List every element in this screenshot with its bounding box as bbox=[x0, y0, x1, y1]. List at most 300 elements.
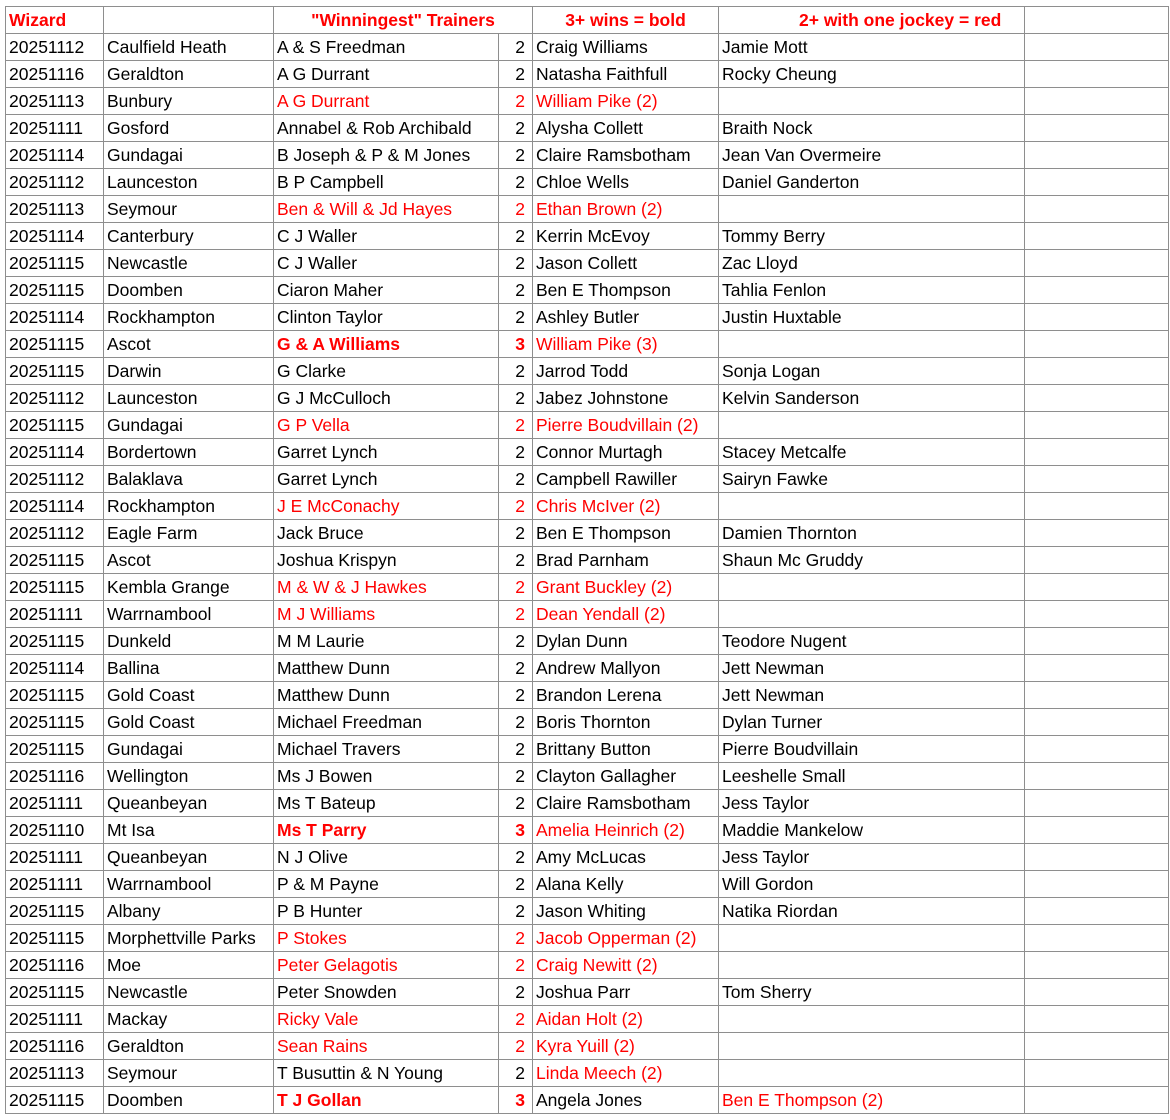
empty-cell[interactable] bbox=[1025, 709, 1169, 736]
trainer-cell[interactable]: B P Campbell bbox=[274, 169, 499, 196]
jockey-cell[interactable]: Claire Ramsbotham bbox=[533, 790, 719, 817]
wins-cell[interactable]: 2 bbox=[499, 34, 533, 61]
jockey-cell[interactable]: Craig Williams bbox=[533, 34, 719, 61]
venue-cell[interactable]: Darwin bbox=[104, 358, 274, 385]
empty-cell[interactable] bbox=[1025, 277, 1169, 304]
venue-cell[interactable]: Gold Coast bbox=[104, 682, 274, 709]
table-row bbox=[6, 196, 1169, 223]
venue-cell[interactable]: Ascot bbox=[104, 331, 274, 358]
empty-cell[interactable] bbox=[1025, 547, 1169, 574]
venue-cell[interactable]: Warrnambool bbox=[104, 871, 274, 898]
table-row bbox=[6, 412, 1169, 439]
trainer-cell[interactable]: Garret Lynch bbox=[274, 466, 499, 493]
date-cell[interactable]: 20251115 bbox=[6, 682, 104, 709]
empty-cell[interactable] bbox=[1025, 601, 1169, 628]
empty-cell[interactable] bbox=[1025, 628, 1169, 655]
wins-cell[interactable]: 2 bbox=[499, 1060, 533, 1087]
trainer-cell[interactable]: N J Olive bbox=[274, 844, 499, 871]
empty-cell[interactable] bbox=[1025, 304, 1169, 331]
trainer-cell[interactable]: Michael Travers bbox=[274, 736, 499, 763]
date-cell[interactable]: 20251116 bbox=[6, 1033, 104, 1060]
date-cell[interactable]: 20251112 bbox=[6, 520, 104, 547]
empty-cell[interactable] bbox=[1025, 574, 1169, 601]
table-row bbox=[6, 304, 1169, 331]
empty-cell[interactable] bbox=[1025, 61, 1169, 88]
wins-cell[interactable]: 2 bbox=[499, 88, 533, 115]
jockey-cell[interactable]: Chloe Wells bbox=[533, 169, 719, 196]
date-cell[interactable]: 20251111 bbox=[6, 871, 104, 898]
date-cell[interactable]: 20251115 bbox=[6, 898, 104, 925]
jockey-cell[interactable]: Jett Newman bbox=[719, 655, 1025, 682]
venue-cell[interactable]: Gold Coast bbox=[104, 709, 274, 736]
trainer-cell[interactable]: Ricky Vale bbox=[274, 1006, 499, 1033]
jockey-cell[interactable]: Rocky Cheung bbox=[719, 61, 1025, 88]
jockey-cell[interactable]: Sonja Logan bbox=[719, 358, 1025, 385]
jockey-cell[interactable]: Braith Nock bbox=[719, 115, 1025, 142]
wins-cell[interactable]: 2 bbox=[499, 412, 533, 439]
jockey-cell[interactable]: Jarrod Todd bbox=[533, 358, 719, 385]
venue-cell[interactable]: Canterbury bbox=[104, 223, 274, 250]
venue-cell[interactable]: Kembla Grange bbox=[104, 574, 274, 601]
date-cell[interactable]: 20251116 bbox=[6, 61, 104, 88]
jockey-cell[interactable]: Boris Thornton bbox=[533, 709, 719, 736]
trainer-cell[interactable]: Jack Bruce bbox=[274, 520, 499, 547]
date-cell[interactable]: 20251113 bbox=[6, 88, 104, 115]
jockey-cell[interactable] bbox=[719, 88, 1025, 115]
date-cell[interactable]: 20251116 bbox=[6, 952, 104, 979]
trainer-cell[interactable]: C J Waller bbox=[274, 250, 499, 277]
trainer-cell[interactable]: P B Hunter bbox=[274, 898, 499, 925]
header-cell-empty[interactable] bbox=[104, 7, 274, 34]
wins-cell[interactable]: 2 bbox=[499, 358, 533, 385]
date-cell[interactable]: 20251114 bbox=[6, 223, 104, 250]
wins-cell[interactable]: 2 bbox=[499, 304, 533, 331]
date-cell[interactable]: 20251115 bbox=[6, 547, 104, 574]
date-cell[interactable]: 20251111 bbox=[6, 601, 104, 628]
wins-cell[interactable]: 2 bbox=[499, 439, 533, 466]
jockey-cell[interactable]: Natasha Faithfull bbox=[533, 61, 719, 88]
trainer-cell[interactable]: Annabel & Rob Archibald bbox=[274, 115, 499, 142]
wins-cell[interactable]: 2 bbox=[499, 763, 533, 790]
trainer-cell[interactable]: Matthew Dunn bbox=[274, 655, 499, 682]
trainer-cell[interactable]: Michael Freedman bbox=[274, 709, 499, 736]
date-cell[interactable]: 20251115 bbox=[6, 358, 104, 385]
table-row bbox=[6, 790, 1169, 817]
empty-cell[interactable] bbox=[1025, 358, 1169, 385]
jockey-cell[interactable]: Amy McLucas bbox=[533, 844, 719, 871]
jockey-cell[interactable]: Jacob Opperman (2) bbox=[533, 925, 719, 952]
date-cell[interactable]: 20251112 bbox=[6, 34, 104, 61]
empty-cell[interactable] bbox=[1025, 844, 1169, 871]
date-cell[interactable]: 20251115 bbox=[6, 736, 104, 763]
jockey-cell[interactable]: Shaun Mc Gruddy bbox=[719, 547, 1025, 574]
empty-cell[interactable] bbox=[1025, 34, 1169, 61]
date-cell[interactable]: 20251111 bbox=[6, 115, 104, 142]
trainer-cell[interactable]: Ms T Parry bbox=[274, 817, 499, 844]
date-cell[interactable]: 20251113 bbox=[6, 196, 104, 223]
venue-cell[interactable]: Newcastle bbox=[104, 250, 274, 277]
venue-cell[interactable]: Seymour bbox=[104, 196, 274, 223]
date-cell[interactable]: 20251115 bbox=[6, 331, 104, 358]
table-row bbox=[6, 655, 1169, 682]
jockey-cell[interactable] bbox=[719, 1033, 1025, 1060]
trainer-cell[interactable]: T J Gollan bbox=[274, 1087, 499, 1114]
empty-cell[interactable] bbox=[1025, 169, 1169, 196]
date-cell[interactable]: 20251111 bbox=[6, 844, 104, 871]
empty-cell[interactable] bbox=[1025, 88, 1169, 115]
venue-cell[interactable]: Caulfield Heath bbox=[104, 34, 274, 61]
header-cell-wizard[interactable]: Wizard bbox=[6, 7, 104, 34]
trainer-cell[interactable]: G Clarke bbox=[274, 358, 499, 385]
date-cell[interactable]: 20251115 bbox=[6, 925, 104, 952]
trainer-cell[interactable]: Garret Lynch bbox=[274, 439, 499, 466]
date-cell[interactable]: 20251115 bbox=[6, 412, 104, 439]
venue-cell[interactable]: Rockhampton bbox=[104, 493, 274, 520]
trainer-cell[interactable]: T Busuttin & N Young bbox=[274, 1060, 499, 1087]
jockey-cell[interactable]: Damien Thornton bbox=[719, 520, 1025, 547]
date-cell[interactable]: 20251115 bbox=[6, 277, 104, 304]
date-cell[interactable]: 20251112 bbox=[6, 385, 104, 412]
date-cell[interactable]: 20251112 bbox=[6, 169, 104, 196]
date-cell[interactable]: 20251110 bbox=[6, 817, 104, 844]
jockey-cell[interactable]: Amelia Heinrich (2) bbox=[533, 817, 719, 844]
jockey-cell[interactable]: Maddie Mankelow bbox=[719, 817, 1025, 844]
venue-cell[interactable]: Doomben bbox=[104, 277, 274, 304]
table-row bbox=[6, 763, 1169, 790]
venue-cell[interactable]: Gosford bbox=[104, 115, 274, 142]
trainer-cell[interactable]: Ms J Bowen bbox=[274, 763, 499, 790]
wins-cell[interactable]: 2 bbox=[499, 115, 533, 142]
date-cell[interactable]: 20251114 bbox=[6, 142, 104, 169]
empty-cell[interactable] bbox=[1025, 142, 1169, 169]
date-cell[interactable]: 20251115 bbox=[6, 628, 104, 655]
wins-cell[interactable]: 2 bbox=[499, 709, 533, 736]
venue-cell[interactable]: Morphettville Parks bbox=[104, 925, 274, 952]
jockey-cell[interactable]: Kelvin Sanderson bbox=[719, 385, 1025, 412]
wins-cell[interactable]: 2 bbox=[499, 61, 533, 88]
venue-cell[interactable]: Eagle Farm bbox=[104, 520, 274, 547]
table-row bbox=[6, 1060, 1169, 1087]
empty-cell[interactable] bbox=[1025, 871, 1169, 898]
jockey-cell[interactable]: William Pike (2) bbox=[533, 88, 719, 115]
date-cell[interactable]: 20251115 bbox=[6, 979, 104, 1006]
wins-cell[interactable]: 2 bbox=[499, 601, 533, 628]
jockey-cell[interactable]: Tommy Berry bbox=[719, 223, 1025, 250]
empty-cell[interactable] bbox=[1025, 1006, 1169, 1033]
wins-cell[interactable]: 2 bbox=[499, 655, 533, 682]
table-row bbox=[6, 844, 1169, 871]
venue-cell[interactable]: Geraldton bbox=[104, 61, 274, 88]
jockey-cell[interactable]: William Pike (3) bbox=[533, 331, 719, 358]
header-cell-trainers[interactable]: "Winningest" Trainers bbox=[274, 7, 533, 34]
trainer-cell[interactable]: Ciaron Maher bbox=[274, 277, 499, 304]
header-cell-bold-rule[interactable]: 3+ wins = bold bbox=[533, 7, 719, 34]
empty-cell[interactable] bbox=[1025, 1060, 1169, 1087]
jockey-cell[interactable]: Ashley Butler bbox=[533, 304, 719, 331]
empty-cell[interactable] bbox=[1025, 1087, 1169, 1114]
empty-cell[interactable] bbox=[1025, 115, 1169, 142]
trainer-cell[interactable]: G J McCulloch bbox=[274, 385, 499, 412]
jockey-cell[interactable]: Pierre Boudvillain bbox=[719, 736, 1025, 763]
jockey-cell[interactable]: Campbell Rawiller bbox=[533, 466, 719, 493]
empty-cell[interactable] bbox=[1025, 655, 1169, 682]
jockey-cell[interactable]: Clayton Gallagher bbox=[533, 763, 719, 790]
venue-cell[interactable]: Rockhampton bbox=[104, 304, 274, 331]
jockey-cell[interactable]: Dean Yendall (2) bbox=[533, 601, 719, 628]
jockey-cell[interactable]: Aidan Holt (2) bbox=[533, 1006, 719, 1033]
jockey-cell[interactable]: Pierre Boudvillain (2) bbox=[533, 412, 719, 439]
jockey-cell[interactable]: Jamie Mott bbox=[719, 34, 1025, 61]
empty-cell[interactable] bbox=[1025, 250, 1169, 277]
wins-cell[interactable]: 3 bbox=[499, 1087, 533, 1114]
table-row bbox=[6, 547, 1169, 574]
venue-cell[interactable]: Ascot bbox=[104, 547, 274, 574]
jockey-cell[interactable]: Andrew Mallyon bbox=[533, 655, 719, 682]
jockey-cell[interactable]: Ben E Thompson bbox=[533, 520, 719, 547]
jockey-cell[interactable] bbox=[719, 1006, 1025, 1033]
trainer-cell[interactable]: B Joseph & P & M Jones bbox=[274, 142, 499, 169]
wins-cell[interactable]: 2 bbox=[499, 898, 533, 925]
jockey-cell[interactable]: Justin Huxtable bbox=[719, 304, 1025, 331]
header-cell-empty[interactable] bbox=[1025, 7, 1169, 34]
jockey-cell[interactable]: Kerrin McEvoy bbox=[533, 223, 719, 250]
wins-cell[interactable]: 2 bbox=[499, 736, 533, 763]
wins-cell[interactable]: 2 bbox=[499, 142, 533, 169]
trainer-cell[interactable]: A G Durrant bbox=[274, 61, 499, 88]
table-row bbox=[6, 61, 1169, 88]
wins-cell[interactable]: 3 bbox=[499, 331, 533, 358]
wins-cell[interactable]: 2 bbox=[499, 250, 533, 277]
venue-cell[interactable]: Balaklava bbox=[104, 466, 274, 493]
jockey-cell[interactable] bbox=[719, 601, 1025, 628]
empty-cell[interactable] bbox=[1025, 898, 1169, 925]
date-cell[interactable]: 20251114 bbox=[6, 304, 104, 331]
venue-cell[interactable]: Queanbeyan bbox=[104, 790, 274, 817]
date-cell[interactable]: 20251114 bbox=[6, 439, 104, 466]
trainer-cell[interactable]: P & M Payne bbox=[274, 871, 499, 898]
empty-cell[interactable] bbox=[1025, 1033, 1169, 1060]
empty-cell[interactable] bbox=[1025, 196, 1169, 223]
jockey-cell[interactable]: Jett Newman bbox=[719, 682, 1025, 709]
empty-cell[interactable] bbox=[1025, 763, 1169, 790]
date-cell[interactable]: 20251115 bbox=[6, 574, 104, 601]
venue-cell[interactable]: Mt Isa bbox=[104, 817, 274, 844]
header-cell-red-rule[interactable]: 2+ with one jockey = red bbox=[719, 7, 1025, 34]
jockey-cell[interactable]: Tom Sherry bbox=[719, 979, 1025, 1006]
jockey-cell[interactable]: Stacey Metcalfe bbox=[719, 439, 1025, 466]
venue-cell[interactable]: Warrnambool bbox=[104, 601, 274, 628]
empty-cell[interactable] bbox=[1025, 412, 1169, 439]
trainer-cell[interactable]: C J Waller bbox=[274, 223, 499, 250]
venue-cell[interactable]: Launceston bbox=[104, 385, 274, 412]
trainer-cell[interactable]: Peter Snowden bbox=[274, 979, 499, 1006]
empty-cell[interactable] bbox=[1025, 520, 1169, 547]
jockey-cell[interactable]: Dylan Turner bbox=[719, 709, 1025, 736]
table-row bbox=[6, 925, 1169, 952]
jockey-cell[interactable]: Sairyn Fawke bbox=[719, 466, 1025, 493]
wins-cell[interactable]: 2 bbox=[499, 1006, 533, 1033]
venue-cell[interactable]: Bunbury bbox=[104, 88, 274, 115]
jockey-cell[interactable]: Kyra Yuill (2) bbox=[533, 1033, 719, 1060]
empty-cell[interactable] bbox=[1025, 439, 1169, 466]
wins-cell[interactable]: 2 bbox=[499, 466, 533, 493]
venue-cell[interactable]: Newcastle bbox=[104, 979, 274, 1006]
jockey-cell[interactable]: Zac Lloyd bbox=[719, 250, 1025, 277]
jockey-cell[interactable]: Tahlia Fenlon bbox=[719, 277, 1025, 304]
venue-cell[interactable]: Launceston bbox=[104, 169, 274, 196]
date-cell[interactable]: 20251113 bbox=[6, 1060, 104, 1087]
trainer-cell[interactable]: Clinton Taylor bbox=[274, 304, 499, 331]
jockey-cell[interactable]: Craig Newitt (2) bbox=[533, 952, 719, 979]
venue-cell[interactable]: Gundagai bbox=[104, 142, 274, 169]
jockey-cell[interactable] bbox=[719, 925, 1025, 952]
jockey-cell[interactable]: Claire Ramsbotham bbox=[533, 142, 719, 169]
trainer-cell[interactable]: Peter Gelagotis bbox=[274, 952, 499, 979]
jockey-cell[interactable]: Jason Whiting bbox=[533, 898, 719, 925]
jockey-cell[interactable]: Jabez Johnstone bbox=[533, 385, 719, 412]
jockey-cell[interactable]: Ben E Thompson (2) bbox=[719, 1087, 1025, 1114]
empty-cell[interactable] bbox=[1025, 817, 1169, 844]
jockey-cell[interactable]: Brad Parnham bbox=[533, 547, 719, 574]
date-cell[interactable]: 20251115 bbox=[6, 250, 104, 277]
jockey-cell[interactable]: Brittany Button bbox=[533, 736, 719, 763]
jockey-cell[interactable]: Linda Meech (2) bbox=[533, 1060, 719, 1087]
jockey-cell[interactable]: Alana Kelly bbox=[533, 871, 719, 898]
table-row bbox=[6, 1006, 1169, 1033]
wins-cell[interactable]: 2 bbox=[499, 1033, 533, 1060]
jockey-cell[interactable] bbox=[719, 331, 1025, 358]
jockey-cell[interactable]: Joshua Parr bbox=[533, 979, 719, 1006]
empty-cell[interactable] bbox=[1025, 466, 1169, 493]
venue-cell[interactable]: Mackay bbox=[104, 1006, 274, 1033]
jockey-cell[interactable] bbox=[719, 574, 1025, 601]
wins-cell[interactable]: 2 bbox=[499, 682, 533, 709]
jockey-cell[interactable] bbox=[719, 493, 1025, 520]
venue-cell[interactable]: Dunkeld bbox=[104, 628, 274, 655]
jockey-cell[interactable]: Brandon Lerena bbox=[533, 682, 719, 709]
venue-cell[interactable]: Albany bbox=[104, 898, 274, 925]
trainer-cell[interactable]: Ms T Bateup bbox=[274, 790, 499, 817]
jockey-cell[interactable] bbox=[719, 412, 1025, 439]
empty-cell[interactable] bbox=[1025, 493, 1169, 520]
wins-cell[interactable]: 2 bbox=[499, 223, 533, 250]
venue-cell[interactable]: Bordertown bbox=[104, 439, 274, 466]
empty-cell[interactable] bbox=[1025, 925, 1169, 952]
wins-cell[interactable]: 2 bbox=[499, 844, 533, 871]
venue-cell[interactable]: Seymour bbox=[104, 1060, 274, 1087]
jockey-cell[interactable]: Teodore Nugent bbox=[719, 628, 1025, 655]
jockey-cell[interactable]: Daniel Ganderton bbox=[719, 169, 1025, 196]
empty-cell[interactable] bbox=[1025, 952, 1169, 979]
wins-cell[interactable]: 2 bbox=[499, 628, 533, 655]
wins-cell[interactable]: 2 bbox=[499, 196, 533, 223]
trainer-cell[interactable]: M M Laurie bbox=[274, 628, 499, 655]
trainer-cell[interactable]: Sean Rains bbox=[274, 1033, 499, 1060]
date-cell[interactable]: 20251115 bbox=[6, 709, 104, 736]
jockey-cell[interactable]: Grant Buckley (2) bbox=[533, 574, 719, 601]
venue-cell[interactable]: Geraldton bbox=[104, 1033, 274, 1060]
venue-cell[interactable]: Doomben bbox=[104, 1087, 274, 1114]
wins-cell[interactable]: 3 bbox=[499, 817, 533, 844]
venue-cell[interactable]: Queanbeyan bbox=[104, 844, 274, 871]
wins-cell[interactable]: 2 bbox=[499, 385, 533, 412]
trainer-cell[interactable]: G & A Williams bbox=[274, 331, 499, 358]
venue-cell[interactable]: Wellington bbox=[104, 763, 274, 790]
trainer-cell[interactable]: M & W & J Hawkes bbox=[274, 574, 499, 601]
venue-cell[interactable]: Moe bbox=[104, 952, 274, 979]
jockey-cell[interactable] bbox=[719, 196, 1025, 223]
wins-cell[interactable]: 2 bbox=[499, 871, 533, 898]
jockey-cell[interactable]: Ethan Brown (2) bbox=[533, 196, 719, 223]
trainer-cell[interactable]: Matthew Dunn bbox=[274, 682, 499, 709]
wins-cell[interactable]: 2 bbox=[499, 952, 533, 979]
empty-cell[interactable] bbox=[1025, 790, 1169, 817]
date-cell[interactable]: 20251115 bbox=[6, 1087, 104, 1114]
jockey-cell[interactable]: Natika Riordan bbox=[719, 898, 1025, 925]
trainer-cell[interactable]: J E McConachy bbox=[274, 493, 499, 520]
wins-cell[interactable]: 2 bbox=[499, 520, 533, 547]
empty-cell[interactable] bbox=[1025, 979, 1169, 1006]
jockey-cell[interactable]: Jason Collett bbox=[533, 250, 719, 277]
wins-cell[interactable]: 2 bbox=[499, 979, 533, 1006]
date-cell[interactable]: 20251116 bbox=[6, 763, 104, 790]
date-cell[interactable]: 20251114 bbox=[6, 655, 104, 682]
date-cell[interactable]: 20251111 bbox=[6, 790, 104, 817]
jockey-cell[interactable]: Jean Van Overmeire bbox=[719, 142, 1025, 169]
trainer-cell[interactable]: Ben & Will & Jd Hayes bbox=[274, 196, 499, 223]
date-cell[interactable]: 20251114 bbox=[6, 493, 104, 520]
venue-cell[interactable]: Gundagai bbox=[104, 412, 274, 439]
empty-cell[interactable] bbox=[1025, 682, 1169, 709]
trainer-cell[interactable]: G P Vella bbox=[274, 412, 499, 439]
jockey-cell[interactable]: Leeshelle Small bbox=[719, 763, 1025, 790]
jockey-cell[interactable]: Ben E Thompson bbox=[533, 277, 719, 304]
jockey-cell[interactable]: Dylan Dunn bbox=[533, 628, 719, 655]
trainer-cell[interactable]: M J Williams bbox=[274, 601, 499, 628]
wins-cell[interactable]: 2 bbox=[499, 790, 533, 817]
trainer-cell[interactable]: A G Durrant bbox=[274, 88, 499, 115]
trainer-cell[interactable]: A & S Freedman bbox=[274, 34, 499, 61]
empty-cell[interactable] bbox=[1025, 331, 1169, 358]
venue-cell[interactable]: Ballina bbox=[104, 655, 274, 682]
jockey-cell[interactable]: Connor Murtagh bbox=[533, 439, 719, 466]
trainer-cell[interactable]: P Stokes bbox=[274, 925, 499, 952]
empty-cell[interactable] bbox=[1025, 223, 1169, 250]
jockey-cell[interactable]: Will Gordon bbox=[719, 871, 1025, 898]
jockey-cell[interactable]: Jess Taylor bbox=[719, 844, 1025, 871]
date-cell[interactable]: 20251111 bbox=[6, 1006, 104, 1033]
empty-cell[interactable] bbox=[1025, 385, 1169, 412]
wins-cell[interactable]: 2 bbox=[499, 169, 533, 196]
jockey-cell[interactable]: Chris McIver (2) bbox=[533, 493, 719, 520]
wins-cell[interactable]: 2 bbox=[499, 493, 533, 520]
venue-cell[interactable]: Gundagai bbox=[104, 736, 274, 763]
wins-cell[interactable]: 2 bbox=[499, 925, 533, 952]
table-row bbox=[6, 520, 1169, 547]
empty-cell[interactable] bbox=[1025, 736, 1169, 763]
wins-cell[interactable]: 2 bbox=[499, 574, 533, 601]
wins-cell[interactable]: 2 bbox=[499, 547, 533, 574]
jockey-cell[interactable]: Angela Jones bbox=[533, 1087, 719, 1114]
jockey-cell[interactable]: Jess Taylor bbox=[719, 790, 1025, 817]
trainer-cell[interactable]: Joshua Krispyn bbox=[274, 547, 499, 574]
wins-cell[interactable]: 2 bbox=[499, 277, 533, 304]
jockey-cell[interactable] bbox=[719, 952, 1025, 979]
table-row bbox=[6, 277, 1169, 304]
jockey-cell[interactable] bbox=[719, 1060, 1025, 1087]
date-cell[interactable]: 20251112 bbox=[6, 466, 104, 493]
jockey-cell[interactable]: Alysha Collett bbox=[533, 115, 719, 142]
